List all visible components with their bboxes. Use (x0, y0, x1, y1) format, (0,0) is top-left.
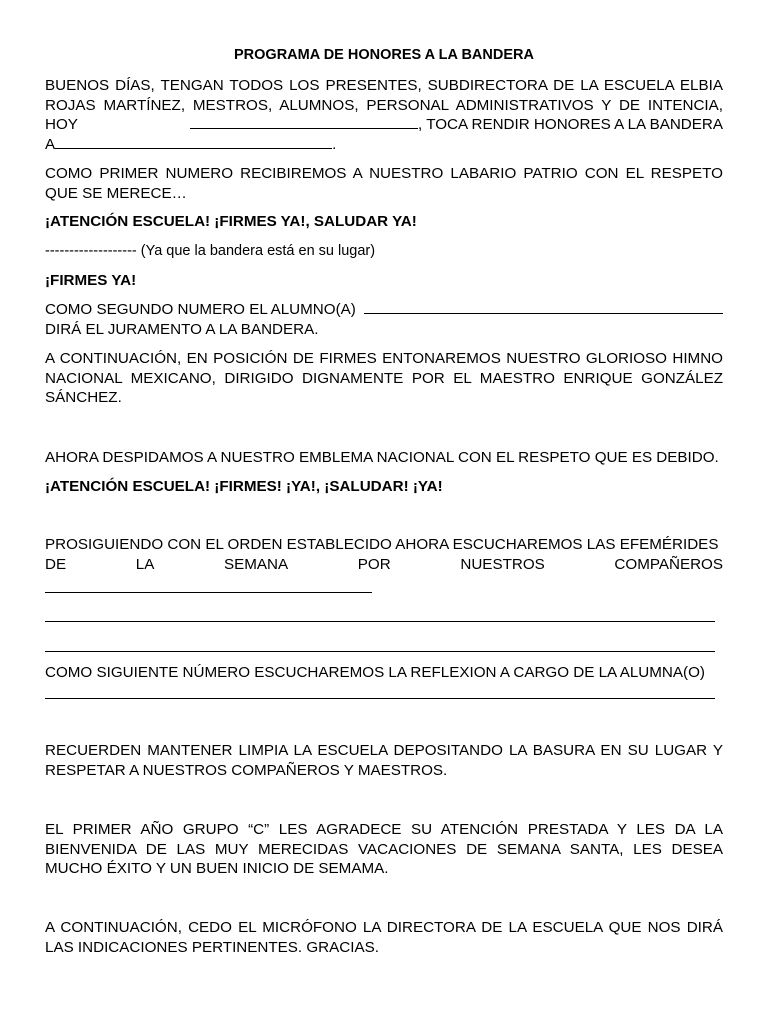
intro-a: A (45, 135, 56, 153)
limpia-paragraph: RECUERDEN MANTENER LIMPIA LA ESCUELA DEPOSITANDO LA BASURA EN SU LUGAR Y RESPETAR A NUESTROS COMPAÑEROS Y MAESTROS. (45, 742, 723, 779)
efemerides-word: COMPAÑEROS (614, 555, 723, 573)
primer-numero-paragraph: COMO PRIMER NUMERO RECIBIREMOS A NUESTRO LABARIO PATRIO CON EL RESPETO QUE SE MERECE… (45, 165, 723, 202)
intro-text: BUENOS DÍAS, TENGAN TODOS LOS PRESENTES, SUBDIRECTORA DE LA ESCUELA ELBIA ROJAS MARTÍNEZ, MESTROS, ALUMNOS, PERSONAL ADMINISTRATIVOS Y DE INTENCIA, (45, 77, 723, 114)
efemerides-word: POR (357, 555, 391, 573)
intro-date-line (45, 115, 723, 135)
document-title: PROGRAMA DE HONORES A LA BANDERA (234, 47, 534, 63)
firmes-ya-command: ¡FIRMES YA! (45, 272, 137, 289)
efemerides-word: NUESTROS (460, 555, 545, 573)
a-blank-line[interactable] (55, 135, 332, 149)
intro-date-blank (190, 115, 723, 135)
segundo-numero-paragraph (45, 300, 723, 339)
date-blank-line[interactable] (190, 115, 418, 129)
agradece-paragraph: EL PRIMER AÑO GRUPO “C” LES AGRADECE SU ATENCIÓN PRESTADA Y LES DA LA BIENVENIDA DE LAS MUY MERECIDAS VACACIONES DE SEMANA SANTA, LES DESEA MUCHO ÉXITO Y UN BUEN INICIO DE SEMAMA. (45, 821, 723, 877)
efemerides-blank-line-3[interactable] (45, 651, 715, 652)
intro-toca: , TOCA RENDIR HONORES A LA BANDERA (418, 116, 723, 133)
efemerides-line2 (45, 555, 723, 575)
intro-end: . (332, 135, 337, 153)
reflexion-paragraph: COMO SIGUIENTE NÚMERO ESCUCHAREMOS LA REFLEXION A CARGO DE LA ALUMNA(O) (45, 664, 705, 681)
reflexion-blank-line[interactable] (45, 698, 715, 699)
efemerides-word: LA (135, 555, 155, 573)
intro-paragraph (45, 76, 723, 154)
intro-a-line (45, 135, 723, 155)
intro-hoy: HOY (45, 116, 78, 133)
efemerides-line1: PROSIGUIENDO CON EL ORDEN ESTABLECIDO AHORA ESCUCHAREMOS LAS EFEMÉRIDES (45, 536, 719, 553)
efemerides-blank-line-2[interactable] (45, 621, 715, 622)
alumno-blank-line[interactable] (364, 300, 723, 314)
efemerides-word: DE (45, 555, 67, 573)
juramento-text: DIRÁ EL JURAMENTO A LA BANDERA. (45, 320, 319, 338)
microfono-paragraph: A CONTINUACIÓN, CEDO EL MICRÓFONO LA DIRECTORA DE LA ESCUELA QUE NOS DIRÁ LAS INDICACIONES PERTINENTES. GRACIAS. (45, 919, 723, 956)
efemerides-word: SEMANA (224, 555, 289, 573)
segundo-line (45, 300, 723, 320)
atencion-command-1: ¡ATENCIÓN ESCUELA! ¡FIRMES YA!, SALUDAR YA! (45, 213, 417, 230)
segundo-text: COMO SEGUNDO NUMERO EL ALUMNO(A) (45, 301, 356, 318)
despedida-paragraph: AHORA DESPIDAMOS A NUESTRO EMBLEMA NACIONAL CON EL RESPETO QUE ES DEBIDO. (45, 449, 719, 466)
efemerides-blank-line-1[interactable] (45, 592, 372, 593)
bandera-lugar-note: ------------------- (Ya que la bandera está en su lugar) (45, 243, 376, 259)
efemerides-paragraph (45, 535, 723, 574)
atencion-command-2: ¡ATENCIÓN ESCUELA! ¡FIRMES! ¡YA!, ¡SALUDAR! ¡YA! (45, 478, 443, 495)
himno-paragraph: A CONTINUACIÓN, EN POSICIÓN DE FIRMES ENTONAREMOS NUESTRO GLORIOSO HIMNO NACIONAL MEXICANO, DIRIGIDO DIGNAMENTE POR EL MAESTRO ENRIQUE GONZÁLEZ SÁNCHEZ. (45, 350, 723, 406)
